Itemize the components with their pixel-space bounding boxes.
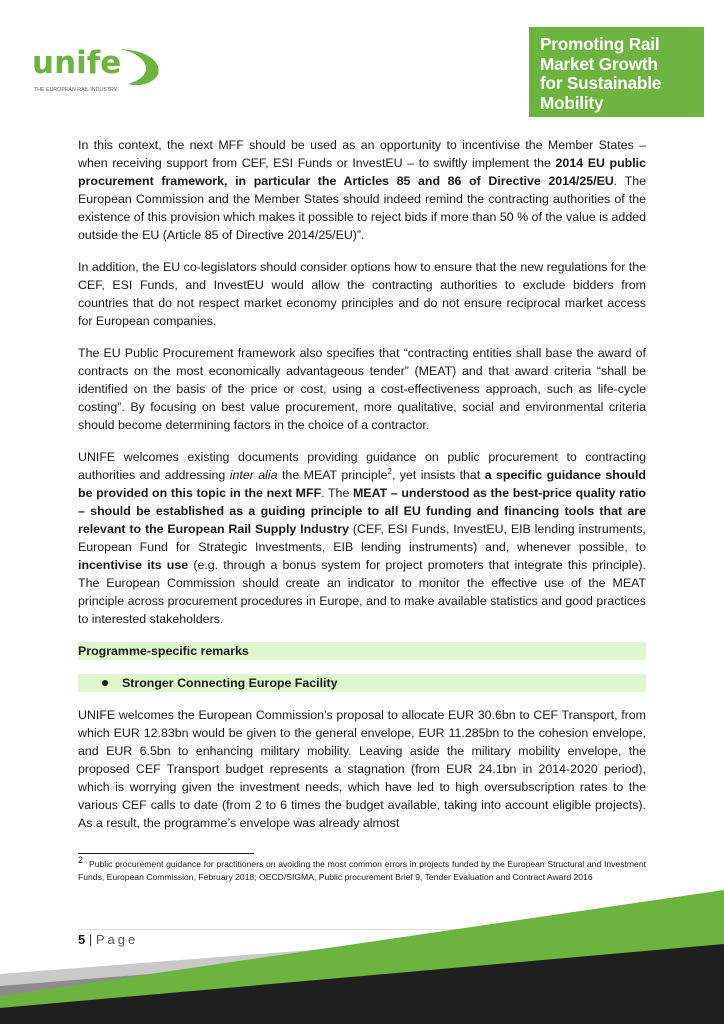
- paragraph: In addition, the EU co-legislators should consider options how to ensure that the new regulations for the CEF, ESI Funds, and InvestEU would allow the contracting authorities to exclude bidders from countries that do not respect market economy principles and do not ensure reciprocal market access for European companies.: [78, 260, 646, 328]
- unife-logo: [32, 46, 162, 100]
- footnote-text: Public procurement guidance for practitioners on avoiding the most common errors in projects funded by the European Structural and Investment Funds, European Commission, February 2018; OECD/SIGMA, Public procurement Brief 9, Tender Evaluation and Contract Award 2016: [78, 859, 646, 882]
- paragraph: The EU Public Procurement framework also specifies that “contracting entities shall base the award of contracts on the most economically advantageous tender” (MEAT) and that award criteria “shall be identified on the basis of the price or cost, using a cost-effectiveness approach, such as life-cycle costing”. By focusing on best value procurement, more qualitative, social and environmental criteria should become determining factors in the choice of a contractor.: [78, 346, 646, 432]
- paragraph-italic: inter alia: [229, 468, 278, 482]
- bullet-heading-text: Stronger Connecting Europe Facility: [122, 676, 338, 690]
- paragraph: [78, 136, 646, 244]
- footnote-number: 2: [78, 855, 84, 866]
- paragraph-text: (e.g. through a bonus system for project promoters that integrate this principle). The European Commission should create an indicator to monitor the effective use of the MEAT principle across procurement procedures in Europe, and to make available statistics and good practices to interested stakeholders.: [78, 558, 647, 626]
- banner-line: Mobility: [540, 92, 604, 113]
- page-label: Page: [95, 932, 139, 947]
- slogan-banner: [529, 27, 704, 117]
- paragraph-text: , yet insists that: [391, 468, 485, 482]
- banner-line: Market Growth: [540, 53, 658, 74]
- paragraph-text: . The European Commission and the Member States should indeed remind the contracting authorities of the existence of this provision which makes it possible to reject bids if more than 50 % of the value is added outside the EU (Article 85 of Directive 2014/25/EU)”.: [78, 174, 646, 242]
- footnote-reference[interactable]: 2: [387, 466, 392, 476]
- paragraph-text: the MEAT principle: [277, 468, 388, 482]
- section-heading: Programme-specific remarks: [78, 642, 646, 660]
- footnote-divider: [78, 853, 254, 854]
- bullet-icon: [102, 680, 108, 686]
- paragraph-text: UNIFE welcomes existing documents providing guidance on public procurement to contracting authorities and addressing: [78, 450, 646, 482]
- banner-line: for Sustainable: [540, 73, 662, 93]
- bullet-heading: [78, 674, 646, 692]
- paragraph-emphasis: incentivise its use: [78, 558, 189, 572]
- paragraph-text: In this context, the next MFF should be used as an opportunity to incentivise the Member States – when receiving support from CEF, ESI Funds or InvestEU – to swiftly implement the: [78, 138, 646, 170]
- paragraph-emphasis: MEAT – understood as the best-price quality ratio – should be established as a guiding principle to all EU funding and financing tools that are relevant to the European Rail Supply Industry: [78, 486, 646, 536]
- paragraph-emphasis: 2014 EU public procurement framework, in particular the Articles 85 and 86 of Directive 2014/25/EU: [78, 156, 646, 188]
- paragraph-text: . The: [321, 486, 353, 500]
- paragraph-text: (CEF, ESI Funds, InvestEU, EIB lending instruments, European Fund for Strategic Investments, EIB lending instruments) and, whenever possible, to: [78, 522, 646, 554]
- logo-tagline: THE EUROPEAN RAIL INDUSTRY: [34, 87, 118, 93]
- paragraph: [78, 448, 646, 628]
- document-body: [78, 136, 646, 846]
- page-separator: |: [88, 932, 93, 947]
- paragraph-emphasis: a specific guidance should be provided on this topic in the next MFF: [78, 468, 646, 500]
- banner-line: Promoting Rail: [540, 34, 660, 54]
- footnote: [78, 855, 646, 884]
- paragraph: UNIFE welcomes the European Commission’s proposal to allocate EUR 30.6bn to CEF Transport, from which EUR 12.83bn would be given to the general envelope, EUR 11.285bn to the cohesion envelope, and EUR 6.5bn to enhancing military mobility. Leaving aside the military mobility envelope, the proposed CEF Transport budget represents a stagnation (from EUR 24.1bn in 2014-2020 period), which is worrying given the investment needs, which have led to high oversubscription rates to the various CEF calls to date (from 2 to 6 times the budget available, taking into account eligible projects). As a result, the programme’s envelope was already almost: [78, 708, 646, 830]
- footer-stripes: [0, 890, 724, 1024]
- page-number-value: 5: [78, 932, 86, 947]
- logo-wordmark: unife: [32, 45, 122, 81]
